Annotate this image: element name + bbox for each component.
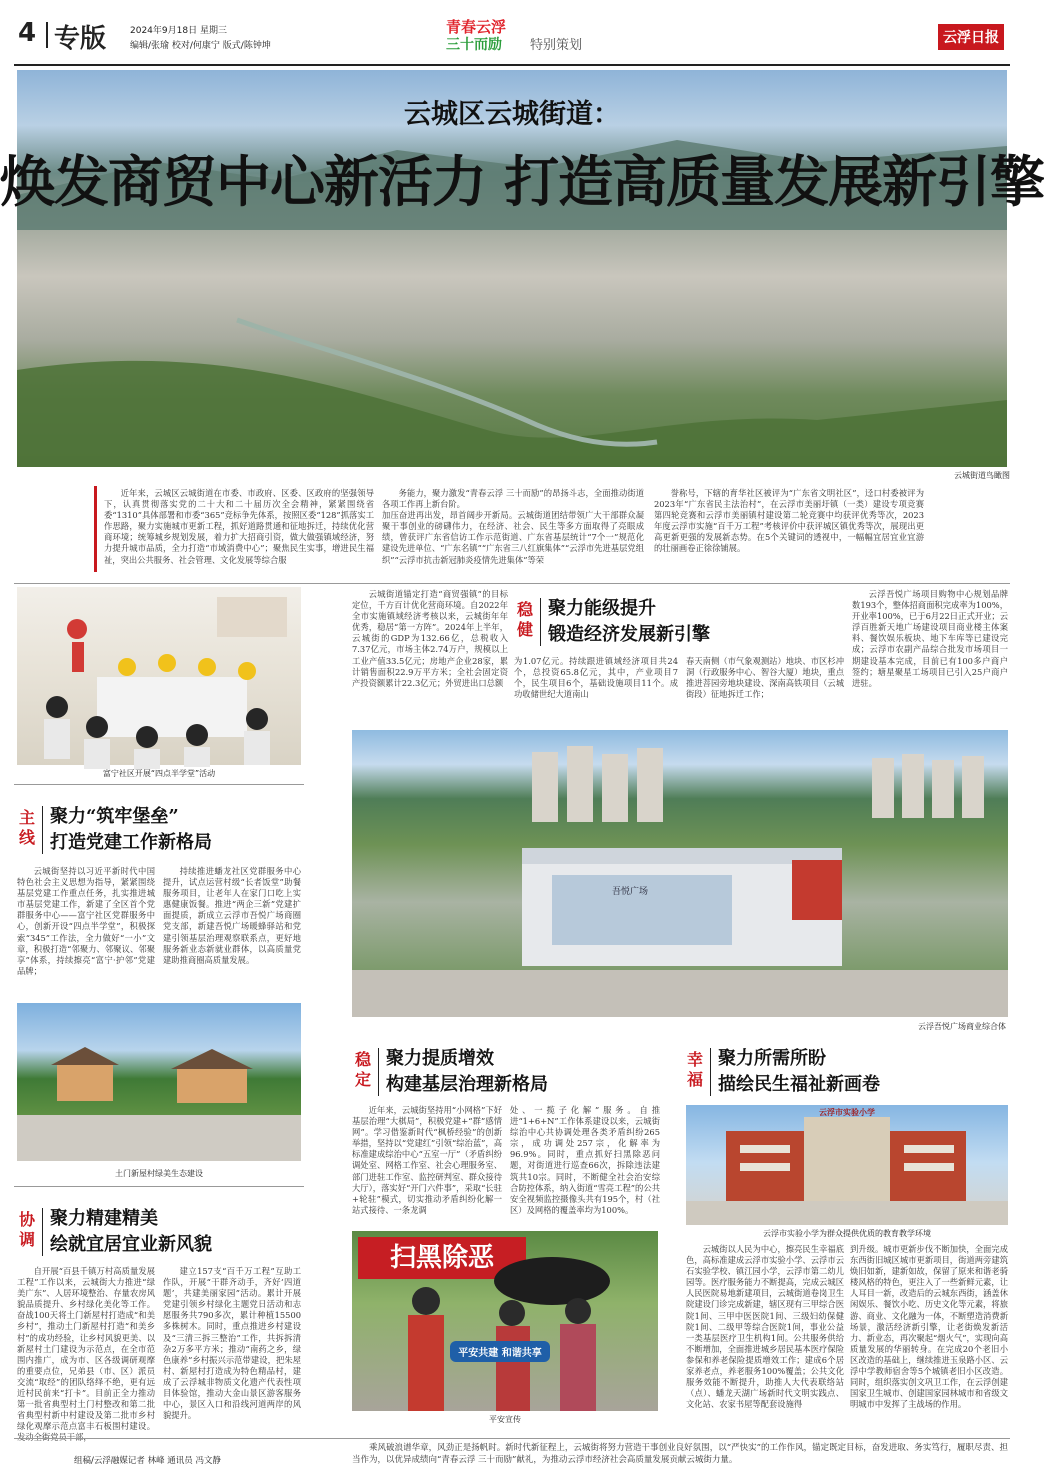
wending-text-b: 处、一揽子化解”服务。自推进“1+6+N”工作体系建设以来，云城街综治中心共协调处理各类矛盾纠纷265宗，成功调处257宗，化解率为96.9%。同时，重点抓好扫黑除恶问题，对街道进行巡查66次，拆除违法建筑共10宗。同时，不断健全社会治安综合防控体系，纳入街道“雪亮工程”的公共安全视频监控摄像头共有195个，村（社区）及网格的覆盖率均为100%。 bbox=[510, 1105, 660, 1215]
mall-sign: 吾悦广场 bbox=[612, 887, 649, 897]
mall-photo-caption: 云浮吾悦广场商业综合体 bbox=[918, 1022, 1006, 1031]
xietiao-text-b: 建立157支“百千万工程”互助工作队，开展“干群齐动手，齐好‘四道题’，共建美丽家园”活动。累计开展党建引领乡村绿化主题党日活动和志愿服务共790多次，累计种植15500多株树木。同时，重点推进乡村建设及“三清三拆三整治”工作，共拆拆清杂2万多平方米；推动“南药之乡，绿色康养”乡村振兴示范带建设，把朱屋村、新屋村打造成为特色精品村，建成了云浮城非物质文化遗产代表性项目体验馆，推动大金山景区游客服务中心，景区入口和沿线河道两岸的风貌提升。 bbox=[163, 1266, 301, 1421]
page-number: 4 bbox=[18, 18, 37, 48]
wending-text-a: 近年来，云城街坚持用“小网格”下好基层治理“大棋局”，积极党建+“群”感情网”。学习借鉴新时代“枫桥经验”的创新举措，坚持以“党建红”引领“综治蓝”，高标准建成综治中心“五室一厅”（矛盾纠纷调处室、网格工作室、社会心理服务室、部门进驻工作室、监控研判室、群众接待大厅），落实好“开门六件事”，采取“长驻+轮驻”模式，切实推动矛盾纠纷化解一站式接待、一条龙调 bbox=[352, 1105, 502, 1215]
campaign-logo bbox=[446, 18, 524, 58]
wenjian-heading-line1: 聚力能级提升 bbox=[548, 598, 656, 619]
editors-line: 编辑/张瑜 校对/何康宁 版式/陈钟坤 bbox=[130, 41, 271, 51]
village-photo bbox=[17, 1003, 301, 1161]
xietiao-heading-line2: 绘就宜居宜业新风貌 bbox=[50, 1234, 212, 1255]
xietiao-heading-line1: 聚力精建精美 bbox=[50, 1208, 158, 1229]
mall-aerial-photo bbox=[352, 730, 1008, 1017]
zhuxian-heading-line2: 打造党建工作新格局 bbox=[50, 832, 212, 853]
anti-crime-banner: 扫黑除恶 bbox=[358, 1237, 526, 1279]
school-photo-caption: 云浮市实验小学为群众提供优质的教育教学环境 bbox=[763, 1229, 931, 1238]
newspaper-logo: 云浮日报 bbox=[938, 24, 1004, 50]
closing-paragraph: 乘风破浪谱华章，风劲正是扬帆时。新时代新征程上，云城街将努力营造干事创业良好氛围，以“严快实”的工作作风，锚定既定目标，奋发进取、务实笃行，履职尽责、担当作为，以优异成绩向“青春云浮 三十而励”献礼，为推动云浮市经济社会高质量发展贡献云城街力量。 bbox=[352, 1443, 1008, 1465]
xingfu-text-a: 云城街以人民为中心，擦亮民生幸福底色，高标准建成云浮市实验小学、云浮市云石实验学校、镇江园小学，云浮市第二幼儿园等。医疗服务能力不断提高，完成云城区人民医院易地新建项目，云城街道卷岗卫生院建设门诊完成新建，辖区现有三甲综合医院1间、三甲中医医院1间、三级妇幼保健院1间、二级甲等综合医院1间，事业公益一类基层医疗卫生机构1间。公共服务供给不断增加，全面推进城乡居民基本医疗保险参保和养老保险提质增效工作；建成6个居家养老点，养老服务100%覆盖；公共文化服务效能不断提升，助推人大代表联络站（点）、蟠龙天湖广场新时代文明实践点、文化站、农家书屋等配套设施得 bbox=[686, 1244, 844, 1410]
wenjian-text-a: 云城街道锚定打造“商贸强镇”的目标定位，千方百计优化营商环境。自2022年全市实施镇域经济考核以来，云城街年年优秀，稳居“第一方阵”。2024年上半年，云城街的GDP为132.66亿，总税收入7.37亿元，市场主体2.74万户，规模以上工业产值33.5亿元；房地产企业28家，累计销售面积22.9万平方米；全社会固定资产投资额累计22.3亿元；外贸进出口总额 bbox=[352, 589, 508, 688]
wenjian-text-c: 春天南侧（市气象观测站）地块、市区杉冲洞（行政服务中心、智谷大厦）地块，重点推进菩园旁地块建设、深南高铁项目（云城街段）征地拆迁工作； bbox=[686, 656, 844, 700]
byline: 组稿/云浮融媒记者 林峰 通讯员 冯文静 bbox=[74, 1456, 221, 1466]
wending-heading-line2: 构建基层治理新格局 bbox=[386, 1074, 548, 1095]
wending-tag: 稳 定 bbox=[354, 1050, 371, 1089]
school-sign: 云浮市实验小学 bbox=[819, 1108, 875, 1117]
wenjian-heading-line2: 锻造经济发展新引擎 bbox=[548, 624, 710, 645]
xietiao-tag: 协 调 bbox=[18, 1210, 35, 1249]
school-photo bbox=[686, 1105, 1008, 1225]
children-photo-caption: 富宁社区开展“四点半学堂”活动 bbox=[102, 769, 216, 778]
special-label: 特别策划 bbox=[530, 38, 583, 53]
headline-title: 焕发商贸中心新活力 打造高质量发展新引擎 bbox=[0, 149, 1044, 214]
xietiao-text-a: 自开展“百县千镇万村高质量发展工程”工作以来，云城街大力推进“绿美广东”、人居环境整治、存量农房风貌品质提升、乡村绿化美化等工作。奋战100天将土门新屋村打造成“和美乡村”，推动土门新屋村打造“和美乡村”的成功经验，让乡村风貌更美、以新屋村土门建设为示范点，在全市范围内推广，成为市、区各级调研观摩的重要点位，兄弟县（市、区）派员交流“取经”的团队络绎不绝，更有远近村民前来“打卡”。目前正全力推动第一批省典型村土门村整改和第二批省典型村新中村建设及第二批市乡村绿化观摩示范点富丰石板围村建设。 bbox=[17, 1266, 155, 1432]
intro-column-3: 誉称号，下辖的育华社区被评为“广东省文明社区”，迳口村委被评为2023年“广东省民主法治村”，在云浮市美丽圩镇（一类）建设专项竞赛第四轮竞赛和云浮市美丽镇村建设第二轮竞赛中均获评优秀等次，2023年度云浮市实施“百千万工程”考核评价中获评城区镇优秀等次，展现出更高更新更强的发展新态势。在5个关键词的透视中，一幅幅宜居宜业宜游的壮丽画卷正徐徐铺展。 bbox=[654, 488, 924, 554]
headline-kicker: 云城区云城街道： bbox=[404, 99, 620, 130]
wenjian-text-b: 为1.07亿元。持续跟进镇域经济项目共24个，总投资65.8亿元，其中，产业项目7个，民生项目6个，基础设施项目11个。成功收储世纪大道南山 bbox=[514, 656, 678, 700]
wending-heading-line1: 聚力提质增效 bbox=[386, 1048, 494, 1069]
publicity-event-photo bbox=[352, 1231, 658, 1411]
xingfu-text-b: 到升级。城市更新步伐不断加快，全面完成东西街旧城区城市更新项目，街道两旁建筑焕旧如新，建新如故，保留了原来和谐老骑楼风格的特色，更注入了一些新鲜元素，让人耳目一新，改造后的云城东西街，涵盖休闲娱乐、餐饮小吃、历史文化等元素，将旅游、商业、文化融为一体，不断塑造消费新场景，激活经济新引擎，让老街焕发新活力、新业态，再次聚起“烟火气”，实现向高质量发展的华丽转身。在完成20个老旧小区改造的基础上，继续推进玉泉路小区、云浮中学教师宿舍等5个城镇老旧小区改造。同时，组织落实创文巩卫工作，在云浮创建国家卫生城市、创建国家园林城市和省级文明城市中发挥了主战场的作用。 bbox=[850, 1244, 1008, 1410]
xingfu-heading-line1: 聚力所需所盼 bbox=[718, 1048, 826, 1069]
zhuxian-text-a: 云城街坚持以习近平新时代中国特色社会主义思想为指导，紧紧围绕基层党建工作重点任务，扎实推进城市基层党建工作，新建了全区首个党群服务中心——富宁社区党群服务中心，创新开设“四点半学堂”，积极探索“345”工作法，全力做好“一小”文章，积极打造“邻聚力、邻聚议、邻聚享”体系，持续擦亮“富宁·护邻”党建品牌； bbox=[17, 866, 155, 976]
zhuxian-heading-line1: 聚力“筑牢堡垒” bbox=[50, 806, 179, 827]
page-header bbox=[14, 14, 1010, 60]
wenjian-text-d: 云浮吾悦广场项目购物中心规划品牌数193个，整体招商面积完成率为100%，开业率100%，已于6月22日正式开业；云浮百胜新天地广场建设项目商业楼主体案料、餐饮娱乐板块、地下车库等已建设完成；云浮市农副产品综合批发市场项目一期建设基本完成，目前已有100多户商户签约；塘星聚星工场项目已引入25户商户进驻。 bbox=[852, 589, 1008, 688]
intro-column-1: 近年来，云城区云城街道在市委、市政府、区委、区政府的坚强领导下，认真贯彻落实党的二十大和二十届历次全会精神，紧紧围绕省委“1310”具体部署和市委“365”竞标争先体系，按照区委“128”抓落实工作思路，聚力实施城市更新工程，抓好道路贯通和征地拆迁，持续优化营商环境；统筹城乡规划发展，着力扩大招商引资，做大做强镇域经济，努力提升城市品质，全力打造“市域消费中心”；聚焦民生实事，增进民生福祉，突出公共服务、社会管理、文化发展等综合服 bbox=[104, 488, 374, 565]
children-class-photo bbox=[17, 587, 301, 765]
hero-photo-caption: 云城街道鸟瞰图 bbox=[954, 471, 1010, 480]
safety-sign: 平安共建 和谐共享 bbox=[450, 1341, 550, 1362]
campaign-logo-line1: 青春云浮 bbox=[446, 18, 507, 36]
intro-column-2: 务能力，聚力激发“青春云浮 三十而励”的昂扬斗志，全面推动街道各项工作再上新台阶。 加压奋进再出发，昂首阔步开新局。云城街道团结带领广大干部群众凝聚干事创业的磅礴伟力，在经济、社会、民生等多方面取得了亮眼成绩，曾获评广东省信访工作示范街道、广东省基层统计“7个一”规范化建设先进单位、“广东名镇”“广东省三八红旗集体”“云浮市先进基层党组织”“云浮市抗击新冠肺炎疫情先进集体”等荣 bbox=[382, 488, 644, 565]
campaign-logo-line2: 三十而励 bbox=[446, 37, 502, 53]
section-name: 专版 bbox=[54, 24, 107, 54]
issue-date: 2024年9月18日 星期三 bbox=[130, 26, 227, 36]
publicity-photo-caption: 平安宣传 bbox=[489, 1415, 521, 1424]
xingfu-heading-line2: 描绘民生福祉新画卷 bbox=[718, 1074, 880, 1095]
xingfu-tag: 幸 福 bbox=[686, 1050, 703, 1089]
wenjian-tag: 稳 健 bbox=[516, 600, 533, 639]
zhuxian-text-b: 持续推进蟠龙社区党群服务中心提升，试点运营村级“长者饭堂”助餐服务项目，让老年人在家门口吃上实惠健康饭餐。推进“两企三新”党建扩面提质，新成立云浮市吾悦广场商圈党支部，新建吾悦广场暖蜂驿站和党建引领基层治理观察联系点，更好地服务新业态新就业群体，以高质量党建助推商圈高质量发展。 bbox=[163, 866, 301, 965]
village-photo-caption: 土门新屋村绿美生态建设 bbox=[115, 1169, 203, 1178]
zhuxian-tag: 主 线 bbox=[18, 808, 35, 847]
